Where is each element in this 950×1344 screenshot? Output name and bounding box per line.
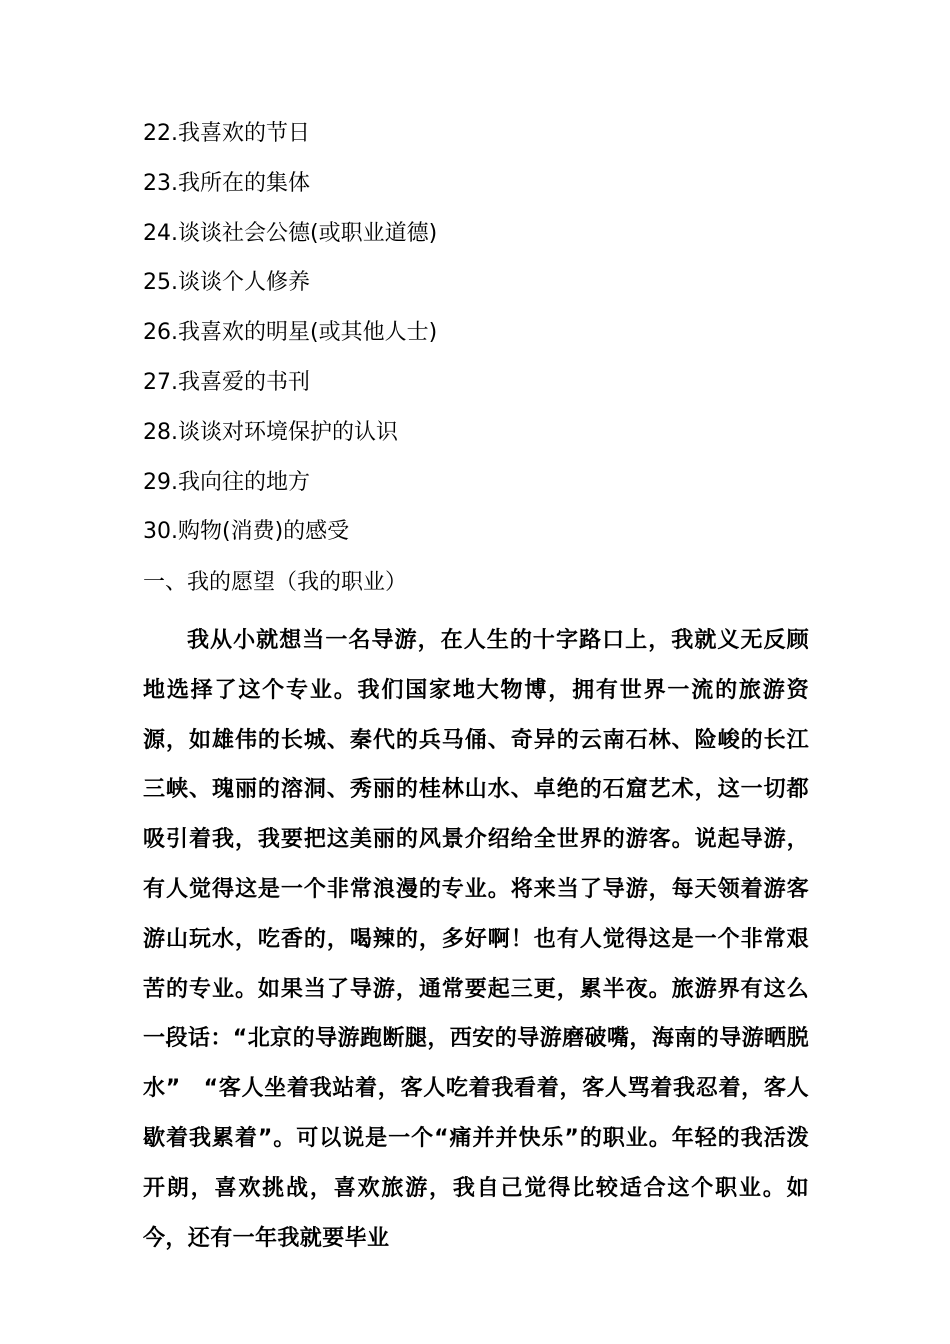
topic-item: 25.谈谈个人修养 xyxy=(143,270,310,296)
section-heading: 一、我的愿望（我的职业） xyxy=(143,570,408,595)
topic-list xyxy=(143,112,437,560)
topic-item: 22.我喜欢的节日 xyxy=(143,121,310,146)
topic-item: 26.我喜欢的明星(或其他人士) xyxy=(143,320,438,346)
essay-paragraph: 我从小就想当一名导游，在人生的十字路口上，我就义无反顾地选择了这个专业。我们国家地大物博，拥有世界一流的旅游资源，如雄伟的长城、秦代的兵马俑、奇异的云南石林、险峻的长江三峡、瑰丽的溶洞、秀丽的桂林山水、卓绝的石窟艺术，这一切都吸引着我，我要把这美丽的风景介绍给全世界的游客。说起导游，有人觉得这是一个非常浪漫的专业。将来当了导游，每天领着游客游山玩水，吃香的，喝辣的，多好啊！也有人觉得这是一个非常艰苦的专业。如果当了导游，通常要起三更，累半夜。旅游界有这么一段话：“北京的导游跑断腿，西安的导游磨破嘴，海南的导游晒脱水” “客人坐着我站着，客人吃着我看着，客人骂着我忍着，客人歇着我累着”。可以说是一个“痛并并快乐”的职业。年轻的我活泼开朗，喜欢挑战，喜欢旅游，我自己觉得比较适合这个职业。如今，还有一年我就要毕业 xyxy=(143,628,809,1251)
topic-item: 30.购物(消费)的感受 xyxy=(143,519,350,545)
topic-item: 27.我喜爱的书刊 xyxy=(143,369,310,395)
topic-item: 23.我所在的集体 xyxy=(143,170,310,196)
topic-item: 24.谈谈社会公德(或职业道德) xyxy=(143,220,438,246)
topic-item: 29.我向往的地方 xyxy=(143,469,310,495)
topic-item: 28.谈谈对环境保护的认识 xyxy=(143,419,398,445)
